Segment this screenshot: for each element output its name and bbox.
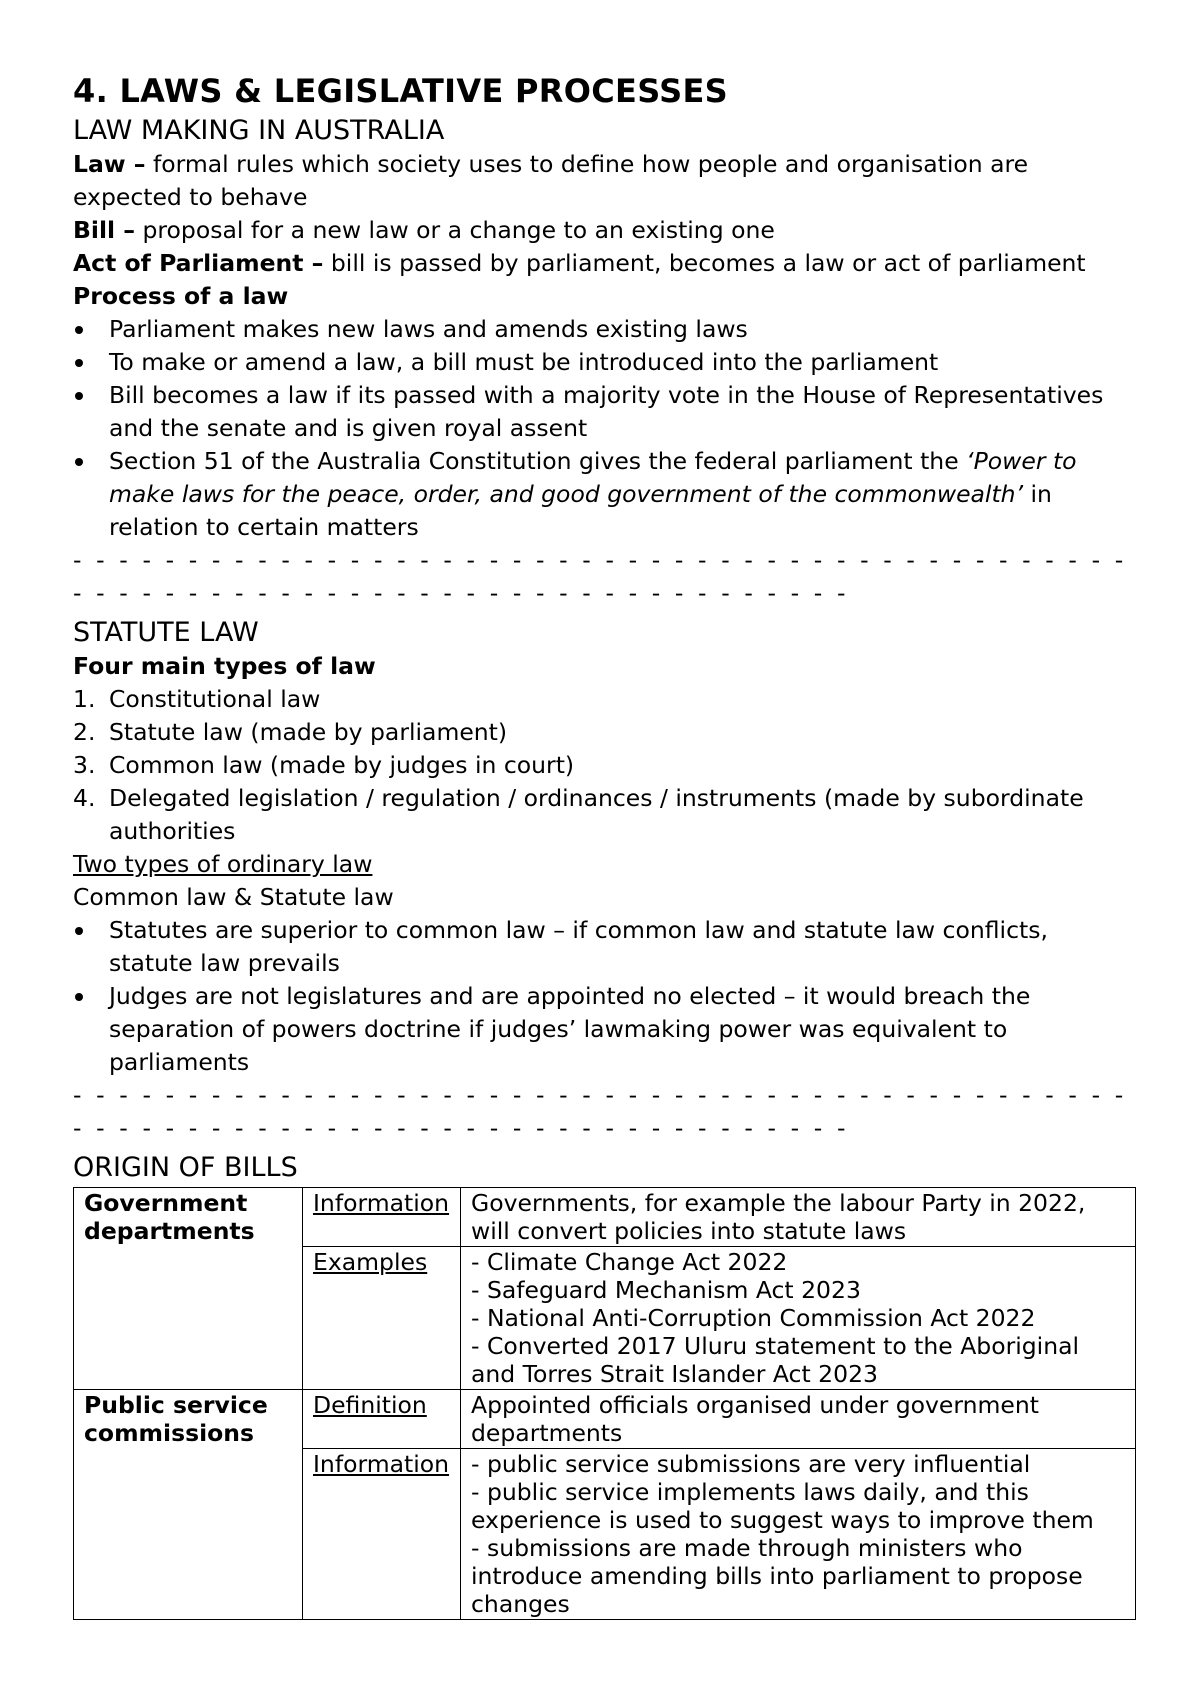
table-row <box>74 1188 1136 1247</box>
cell-text: Appointed officials organised under government departments <box>461 1390 1136 1449</box>
section-divider: - - - - - - - - - - - - - - - - - - - - - - - - - - - - - - - - - - - - - - - - - - - - - - - - - - - - - - - - - - - - - - - - - - - - - - - - - - - - - - - - <box>73 1081 1138 1142</box>
list-item: Statutes are superior to common law – if common law and statute law conflicts, statute law prevails <box>73 914 1133 980</box>
page-title: 4. LAWS & LEGISLATIVE PROCESSES <box>73 72 728 110</box>
list-item: - public service implements laws daily, and this experience is used to suggest ways to improve them <box>471 1478 1094 1534</box>
list-item: Bill becomes a law if its passed with a majority vote in the House of Representatives and the senate and is given royal assent <box>73 379 1133 445</box>
cell-text: Governments, for example the labour Party in 2022, will convert policies into statute laws <box>461 1188 1136 1247</box>
constitution-quote: ‘Power to make laws for the peace, order, and good government of the commonwealth’ <box>109 447 1077 508</box>
list-item: Judges are not legislatures and are appointed no elected – it would breach the separation of powers doctrine if judges’ lawmaking power was equivalent to parliaments <box>73 980 1133 1079</box>
ordinary-law-heading: Two types of ordinary law <box>73 850 373 878</box>
definition-act <box>73 247 1133 280</box>
process-heading: Process of a law <box>73 282 289 310</box>
list-item: 3. Common law (made by judges in court) <box>73 751 575 779</box>
list-item: 1. Constitutional law <box>73 685 321 713</box>
section-heading-statute-law: STATUTE LAW <box>73 617 259 648</box>
section-heading-origin-of-bills: ORIGIN OF BILLS <box>73 1152 298 1183</box>
law-types-list <box>73 683 1133 848</box>
cell-sublabel: Definition <box>303 1390 461 1449</box>
definition-text: formal rules which society uses to define how people and organisation are expected to behave <box>73 150 1029 211</box>
origin-of-bills-table <box>73 1187 1136 1620</box>
definition-term: Law – <box>73 150 146 178</box>
list-item: 4. Delegated legislation / regulation / ordinances / instruments (made by subordinate authorities <box>73 784 1084 845</box>
definition-law <box>73 148 1133 214</box>
section-divider: - - - - - - - - - - - - - - - - - - - - - - - - - - - - - - - - - - - - - - - - - - - - - - - - - - - - - - - - - - - - - - - - - - - - - - - - - - - - - - - - <box>73 546 1138 607</box>
ordinary-law-text: Common law & Statute law <box>73 883 394 911</box>
row-label: Public service commissions <box>74 1390 303 1620</box>
list-item: - Converted 2017 Uluru statement to the Aboriginal and Torres Strait Islander Act 2023 <box>471 1332 1080 1388</box>
list-item: 2. Statute law (made by parliament) <box>73 718 508 746</box>
cell-text <box>461 1449 1136 1620</box>
cell-text <box>461 1247 1136 1390</box>
cell-sublabel: Information <box>303 1449 461 1620</box>
definition-bill <box>73 214 1133 247</box>
row-label: Government departments <box>74 1188 303 1390</box>
list-item: - public service submissions are very influential <box>471 1450 1031 1478</box>
definition-text: bill is passed by parliament, becomes a law or act of parliament <box>323 249 1086 277</box>
cell-sublabel: Information <box>303 1188 461 1247</box>
definition-term: Act of Parliament – <box>73 249 324 277</box>
list-item: To make or amend a law, a bill must be introduced into the parliament <box>73 346 1133 379</box>
list-item: - National Anti-Corruption Commission Act 2022 <box>471 1304 1036 1332</box>
cell-sublabel: Examples <box>303 1247 461 1390</box>
document-page <box>73 72 1138 1620</box>
list-item: Parliament makes new laws and amends existing laws <box>73 313 1133 346</box>
process-list <box>73 313 1133 544</box>
definition-term: Bill – <box>73 216 136 244</box>
section-heading-law-making: LAW MAKING IN AUSTRALIA <box>73 115 445 146</box>
list-item: Section 51 of the Australia Constitution gives the federal parliament the ‘Power to make laws for the peace, order, and good government of the commonwealth’ in relation to certain matters <box>73 445 1133 544</box>
list-item: - Climate Change Act 2022 <box>471 1248 788 1276</box>
ordinary-law-list <box>73 914 1133 1079</box>
types-heading: Four main types of law <box>73 652 376 680</box>
list-item: - submissions are made through ministers who introduce amending bills into parliament to propose changes <box>471 1534 1083 1618</box>
table-row <box>74 1390 1136 1449</box>
definition-text: proposal for a new law or a change to an existing one <box>135 216 775 244</box>
list-item: - Safeguard Mechanism Act 2023 <box>471 1276 861 1304</box>
